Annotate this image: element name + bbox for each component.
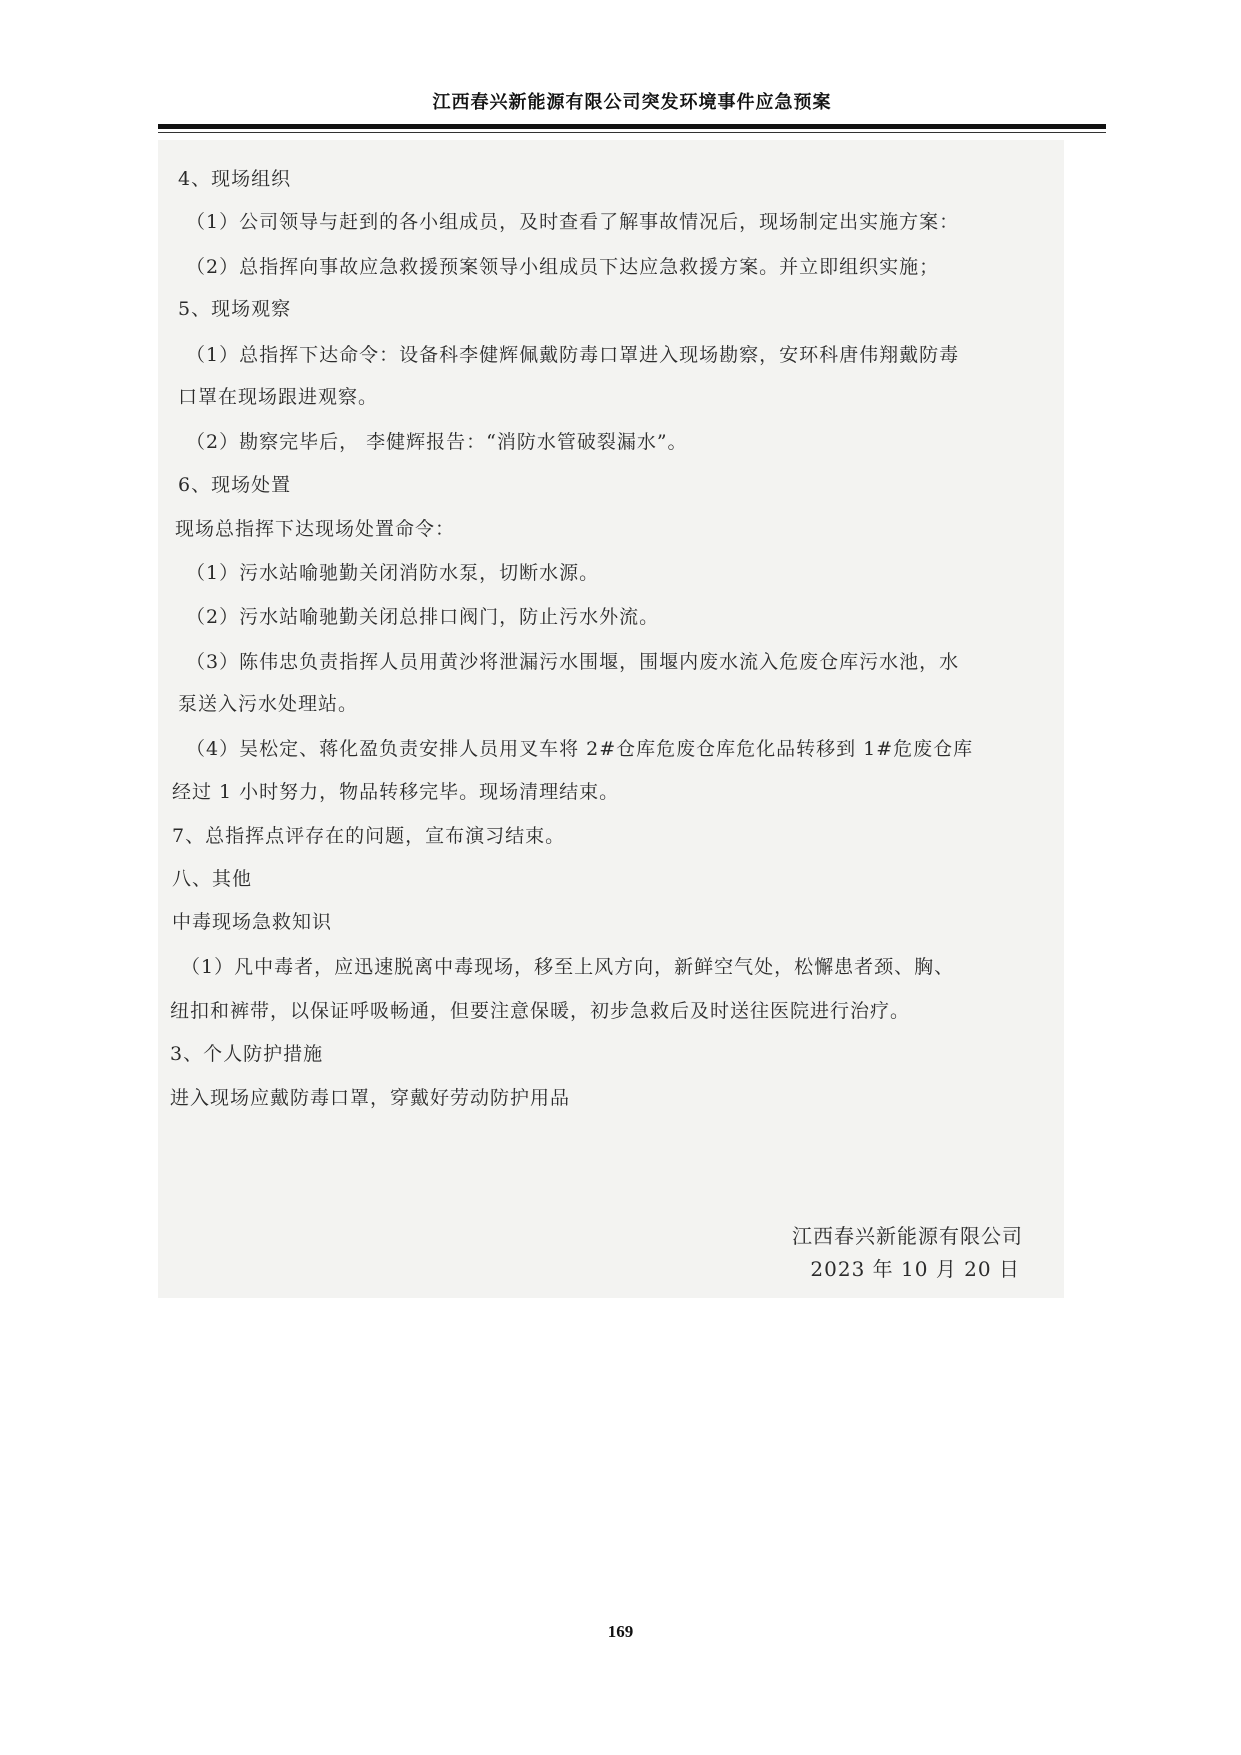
paragraph-line: （1）公司领导与赶到的各小组成员，及时查看了解事故情况后，现场制定出实施方案： bbox=[186, 211, 960, 233]
paragraph-line: 7、总指挥点评存在的问题，宣布演习结束。 bbox=[172, 825, 566, 847]
header-rule-thick bbox=[158, 124, 1106, 129]
header-rule-thin bbox=[158, 132, 1106, 133]
paragraph-line: 现场总指挥下达现场处置命令： bbox=[175, 518, 456, 540]
paragraph-line: 口罩在现场跟进观察。 bbox=[178, 386, 379, 408]
signature-date: 2023 年 10 月 20 日 bbox=[810, 1257, 1020, 1281]
scanned-page-area bbox=[158, 140, 1064, 1298]
paragraph-line: （4）吴松定、蒋化盈负责安排人员用叉车将 2#仓库危废仓库危化品转移到 1#危废仓库 bbox=[186, 738, 974, 760]
heading-other: 八、其他 bbox=[172, 868, 253, 890]
heading-poisoning-first-aid: 中毒现场急救知识 bbox=[172, 911, 333, 933]
heading-site-organization: 4、现场组织 bbox=[178, 168, 292, 190]
paragraph-line: （2）勘察完毕后， 李健辉报告：“消防水管破裂漏水”。 bbox=[186, 431, 688, 453]
paragraph-line: （1）凡中毒者，应迅速脱离中毒现场，移至上风方向，新鲜空气处，松懈患者颈、胸、 bbox=[181, 956, 955, 978]
paragraph-line: （3）陈伟忠负责指挥人员用黄沙将泄漏污水围堰，围堰内废水流入危废仓库污水池，水 bbox=[186, 651, 960, 673]
paragraph-line: （2）总指挥向事故应急救援预案领导小组成员下达应急救援方案。并立即组织实施； bbox=[186, 256, 940, 278]
paragraph-line: 进入现场应戴防毒口罩，穿戴好劳动防护用品 bbox=[170, 1087, 571, 1109]
paragraph-line: （1）总指挥下达命令：设备科李健辉佩戴防毒口罩进入现场勘察，安环科唐伟翔戴防毒 bbox=[186, 344, 960, 366]
paragraph-line: （2）污水站喻驰勤关闭总排口阀门，防止污水外流。 bbox=[186, 606, 660, 628]
paragraph-line: （1）污水站喻驰勤关闭消防水泵，切断水源。 bbox=[186, 562, 600, 584]
paragraph-line: 泵送入污水处理站。 bbox=[178, 693, 359, 715]
heading-site-observation: 5、现场观察 bbox=[178, 298, 292, 320]
paragraph-line: 纽扣和裤带，以保证呼吸畅通，但要注意保暖，初步急救后及时送往医院进行治疗。 bbox=[170, 1000, 911, 1022]
page-number: 169 bbox=[607, 1622, 634, 1641]
paragraph-line: 经过 1 小时努力，物品转移完毕。现场清理结束。 bbox=[172, 781, 620, 803]
heading-site-disposal: 6、现场处置 bbox=[178, 474, 292, 496]
page-header-title: 江西春兴新能源有限公司突发环境事件应急预案 bbox=[432, 92, 832, 113]
signature-company: 江西春兴新能源有限公司 bbox=[792, 1224, 1023, 1248]
heading-personal-protection: 3、个人防护措施 bbox=[170, 1043, 324, 1065]
